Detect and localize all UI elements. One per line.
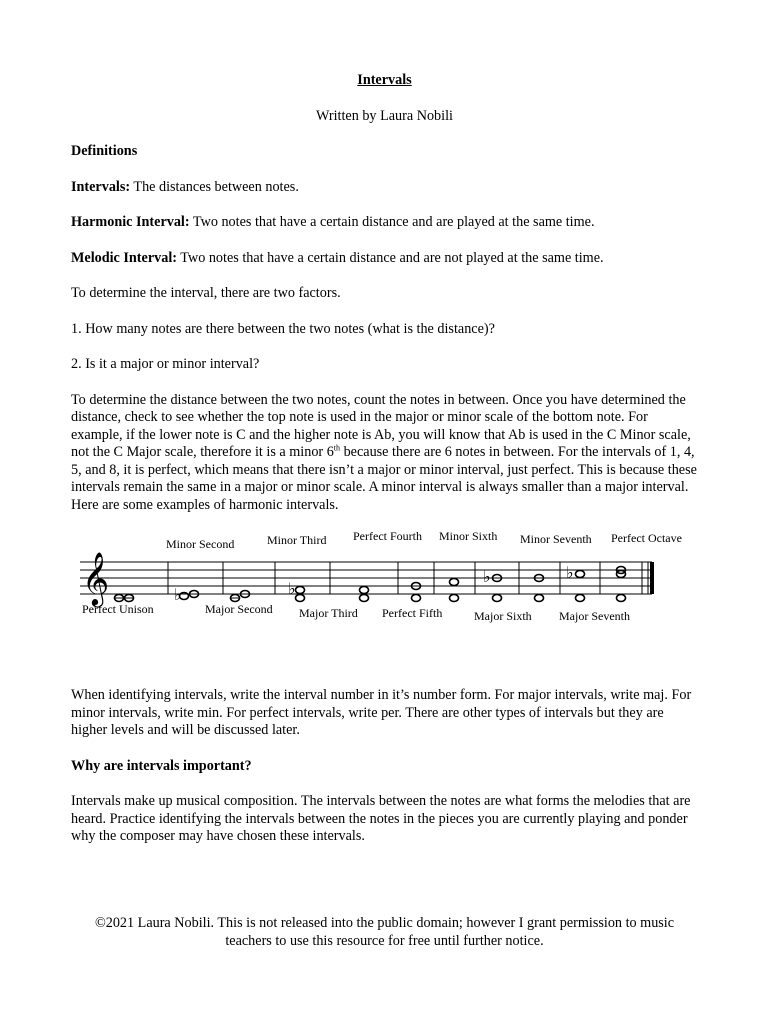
definition-term: Harmonic Interval: bbox=[71, 214, 190, 230]
label-perfect-fourth: Perfect Fourth bbox=[353, 532, 422, 543]
treble-clef-icon: 𝄞 bbox=[82, 551, 110, 605]
author-line: Written by Laura Nobili bbox=[316, 107, 453, 124]
label-major-third: Major Third bbox=[299, 606, 358, 620]
definition-text: Two notes that have a certain distance and are not played at the same time. bbox=[176, 249, 604, 266]
label-minor-third: Minor Third bbox=[267, 533, 327, 547]
interval-notes bbox=[114, 567, 626, 602]
definition-term: Intervals: bbox=[71, 178, 131, 195]
label-perfect-unison: Perfect Unison bbox=[82, 602, 154, 616]
document-body bbox=[71, 72, 698, 864]
final-bar-thick bbox=[650, 562, 654, 594]
document-title: Intervals bbox=[357, 72, 412, 88]
why-paragraph: Intervals make up musical composition. The intervals between the notes are what forms the melodies that are heard. Practice identifying the intervals between the notes in the pieces you are currently playing and ponder why the composer may have chosen these intervals. bbox=[71, 793, 691, 844]
why-heading: Why are intervals important? bbox=[71, 757, 252, 774]
definition-text: Two notes that have a certain distance and are played at the same time. bbox=[189, 214, 595, 230]
factors-intro: To determine the interval, there are two factors. bbox=[71, 285, 341, 301]
label-perfect-octave: Perfect Octave bbox=[611, 532, 682, 545]
definition-melodic-interval bbox=[71, 250, 698, 268]
svg-text:♭: ♭ bbox=[566, 563, 574, 582]
copyright-footer: ©2021 Laura Nobili. This is not released into the public domain; however I grant permission to music teachers to use this resource for free until further notice. bbox=[94, 915, 675, 949]
label-minor-second: Minor Second bbox=[166, 537, 235, 551]
definitions-heading: Definitions bbox=[71, 143, 138, 159]
definition-intervals bbox=[71, 179, 698, 197]
svg-text:♭: ♭ bbox=[174, 585, 182, 604]
svg-text:♭: ♭ bbox=[483, 567, 491, 586]
ordinal-suffix: th bbox=[333, 443, 341, 453]
factor-two: 2. Is it a major or minor interval? bbox=[71, 356, 260, 372]
identifying-paragraph: When identifying intervals, write the interval number in it’s number form. For major intervals, write maj. For minor intervals, write min. For perfect intervals, write per. There are other types of intervals but they are higher levels and will be discussed later. bbox=[71, 687, 692, 738]
explanation-text: To determine the distance between the two notes, count the notes in between. Once you have determined the distance, check to see whether the top note is used in the major or minor scale of the bottom note. For example, if the lower note is C and the higher note is Ab, you will know that Ab is used in the C Minor scale, not the C Major scale, therefore it is a minor 6 bbox=[71, 391, 691, 460]
label-major-seventh: Major Seventh bbox=[559, 609, 630, 623]
explanation-paragraph bbox=[71, 392, 698, 515]
svg-text:♭: ♭ bbox=[288, 579, 296, 598]
staff-svg bbox=[70, 532, 697, 642]
label-major-sixth: Major Sixth bbox=[474, 609, 532, 623]
label-perfect-fifth: Perfect Fifth bbox=[382, 606, 443, 620]
factor-one: 1. How many notes are there between the two notes (what is the distance)? bbox=[71, 320, 495, 337]
definition-term: Melodic Interval: bbox=[71, 249, 177, 266]
label-major-second: Major Second bbox=[205, 602, 273, 616]
label-minor-seventh: Minor Seventh bbox=[520, 532, 592, 546]
label-minor-sixth: Minor Sixth bbox=[439, 532, 498, 543]
explanation-text-cont: because there are 6 notes in between. For the intervals of 1, 4, 5, and 8, it is perfect, which means that there isn’t a major or minor interval, just perfect. This is because these intervals remain the same in a major or minor scale. A minor interval is always smaller than a major interval. Here are some examples of harmonic intervals. bbox=[71, 444, 697, 513]
harmonic-intervals-staff bbox=[70, 532, 697, 642]
definition-harmonic-interval bbox=[71, 214, 698, 232]
definition-text: The distances between notes. bbox=[130, 178, 299, 195]
